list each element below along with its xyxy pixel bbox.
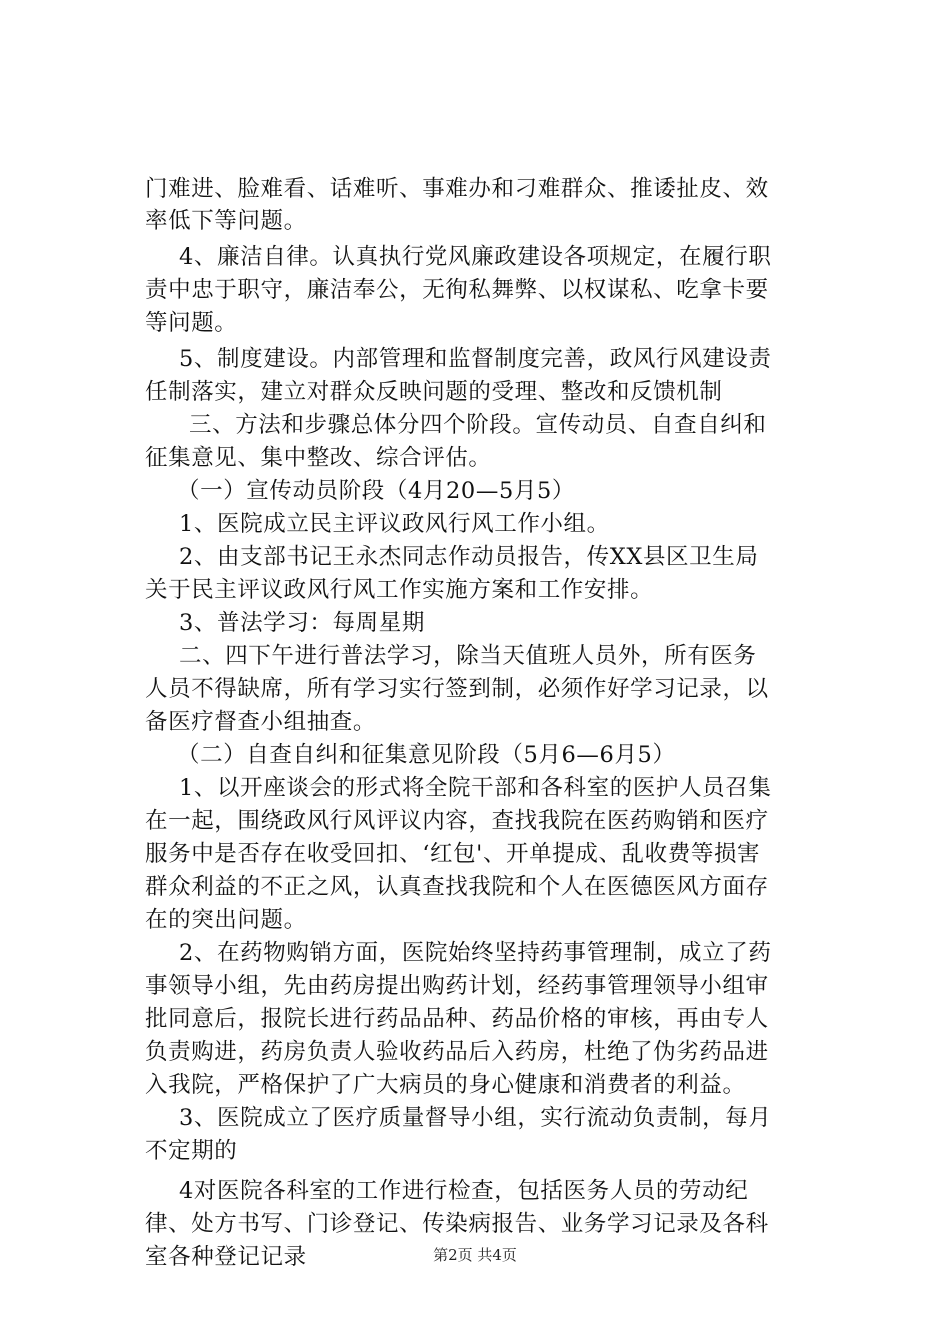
text-line: 任制落实，建立对群众反映问题的受理、整改和反馈机制 xyxy=(145,379,723,405)
text-line: 等问题。 xyxy=(145,310,238,336)
text-line: 备医疗督查小组抽查。 xyxy=(145,709,377,735)
text-line: 责中忠于职守，廉洁奉公，无徇私舞弊、以权谋私、吃拿卡要 xyxy=(145,277,769,303)
text-line: 1、医院成立民主评议政风行风工作小组。 xyxy=(179,511,610,537)
text-line: 批同意后，报院长进行药品品种、药品价格的审核，再由专人 xyxy=(145,1006,769,1032)
text-line: 2、在药物购销方面，医院始终坚持药事管理制，成立了药 xyxy=(179,940,772,966)
text-line: 3、医院成立了医疗质量督导小组，实行流动负责制，每月 xyxy=(179,1105,772,1131)
text-line: 服务中是否存在收受回扣、‘红包'、开单提成、乱收费等损害 xyxy=(145,841,761,867)
text-line: 4、廉洁自律。认真执行党风廉政建设各项规定，在履行职 xyxy=(179,244,772,270)
text-line: 门难进、脸难看、话难听、事难办和刁难群众、推诿扯皮、效 xyxy=(145,176,769,202)
text-line: 1、以开座谈会的形式将全院干部和各科室的医护人员召集 xyxy=(179,775,772,801)
text-line: 征集意见、集中整改、综合评估。 xyxy=(145,445,492,471)
text-line: 负责购进，药房负责人验收药品后入药房，杜绝了伪劣药品进 xyxy=(145,1039,769,1065)
text-line: 关于民主评议政风行风工作实施方案和工作安排。 xyxy=(145,577,654,603)
text-line: 率低下等问题。 xyxy=(145,208,307,234)
text-line: 在的突出问题。 xyxy=(145,907,307,933)
text-line: 人员不得缺席，所有学习实行签到制，必须作好学习记录，以 xyxy=(145,676,769,702)
page-number-footer: 第2页 共4页 xyxy=(433,1246,517,1264)
text-line: 4对医院各科室的工作进行检查，包括医务人员的劳动纪 xyxy=(179,1178,749,1204)
text-line: 三、方法和步骤总体分四个阶段。宣传动员、自查自纠和 xyxy=(189,412,767,438)
text-line: （一）宣传动员阶段（4月20—5月5） xyxy=(177,478,575,504)
text-line: 群众利益的不正之风，认真查找我院和个人在医德医风方面存 xyxy=(145,874,769,900)
text-line: 室各种登记记录 xyxy=(145,1244,307,1270)
text-line: 在一起，围绕政风行风评议内容，查找我院在医药购销和医疗 xyxy=(145,808,769,834)
text-line: 入我院，严格保护了广大病员的身心健康和消费者的利益。 xyxy=(145,1072,746,1098)
text-line: 2、由支部书记王永杰同志作动员报告，传XX县区卫生局 xyxy=(179,544,759,570)
text-line: 3、普法学习：每周星期 xyxy=(179,610,425,636)
text-line: 事领导小组，先由药房提出购药计划，经药事管理领导小组审 xyxy=(145,973,769,999)
text-line: （二）自查自纠和征集意见阶段（5月6—6月5） xyxy=(177,742,676,768)
text-line: 律、处方书写、门诊登记、传染病报告、业务学习记录及各科 xyxy=(145,1211,769,1237)
text-line: 二、四下午进行普法学习，除当天值班人员外，所有医务 xyxy=(179,643,757,669)
text-line: 5、制度建设。内部管理和监督制度完善，政风行风建设责 xyxy=(179,346,772,372)
text-line: 不定期的 xyxy=(145,1138,238,1164)
